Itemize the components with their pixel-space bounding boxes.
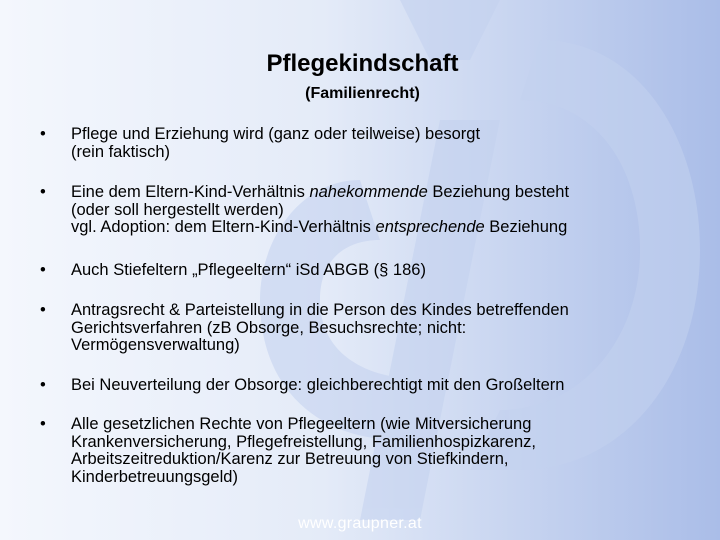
- bullet-line-text: Kinderbetreuungsgeld): [71, 467, 238, 486]
- bullet-line-text: Beziehung besteht: [427, 183, 570, 201]
- emphasis-text: nahekommende: [309, 183, 428, 201]
- bullet-text: [71, 184, 711, 237]
- bullet-text: [71, 262, 711, 280]
- bullet-line-text: Antragsrecht & Parteistellung in die Person des Kindes betreffenden: [71, 301, 569, 319]
- bullet-text: [71, 377, 711, 395]
- bullet-text: [71, 126, 711, 161]
- bullet-line-text: Alle gesetzlichen Rechte von Pflegeeltern (wie Mitversicherung: [71, 415, 532, 433]
- bullet-line-text: (rein faktisch): [71, 142, 171, 161]
- bullet-line: [71, 451, 711, 469]
- bullet-line: [71, 262, 711, 280]
- bullet-line: [71, 320, 711, 338]
- slide-title: Pflegekindschaft: [266, 50, 459, 77]
- bullet-line-text: Bei Neuverteilung der Obsorge: gleichberechtigt mit den Großeltern: [71, 376, 565, 394]
- bullet-line: [71, 202, 711, 220]
- bullet-dot: •: [40, 301, 46, 319]
- bullet-line-text: Gerichtsverfahren (zB Obsorge, Besuchsrechte; nicht:: [71, 318, 467, 337]
- bullet-dot: •: [40, 261, 46, 279]
- bullet-line-text: vgl. Adoption: dem Eltern-Kind-Verhältnis: [71, 218, 376, 236]
- bullet-line-text: Eine dem Eltern-Kind-Verhältnis: [71, 183, 310, 201]
- bullet-line-text: Beziehung: [484, 218, 568, 236]
- bullet-text: [71, 302, 711, 355]
- bullet-dot: •: [40, 125, 46, 143]
- bullet-line: [71, 469, 711, 487]
- bullet-line: [71, 377, 711, 395]
- bullet-line: [71, 144, 711, 162]
- bullet-line: [71, 219, 711, 237]
- slide-subtitle: (Familienrecht): [305, 85, 420, 102]
- bullet-line: [71, 302, 711, 320]
- bullet-line: [71, 434, 711, 452]
- bullet-line-text: Krankenversicherung, Pflegefreistellung, Familienhospizkarenz,: [71, 432, 536, 451]
- bullet-dot: •: [40, 415, 46, 433]
- emphasis-text: entsprechende: [375, 218, 485, 236]
- bullet-line-text: Pflege und Erziehung wird (ganz oder teilweise) besorgt: [71, 125, 481, 143]
- bullet-line: [71, 337, 711, 355]
- footer-url: www.graupner.at: [298, 515, 422, 532]
- bullet-dot: •: [40, 376, 46, 394]
- bullet-dot: •: [40, 183, 46, 201]
- bullet-line: [71, 126, 711, 144]
- bullet-line: [71, 184, 711, 202]
- bullet-line-text: Auch Stiefeltern „Pflegeeltern“ iSd ABGB (§ 186): [71, 261, 426, 279]
- bullet-line-text: Vermögensverwaltung): [71, 336, 240, 354]
- bullet-line-text: Arbeitszeitreduktion/Karenz zur Betreuung von Stiefkindern,: [71, 450, 509, 468]
- bullet-line-text: (oder soll hergestellt werden): [71, 200, 284, 219]
- bullet-text: [71, 416, 711, 486]
- bullet-line: [71, 416, 711, 434]
